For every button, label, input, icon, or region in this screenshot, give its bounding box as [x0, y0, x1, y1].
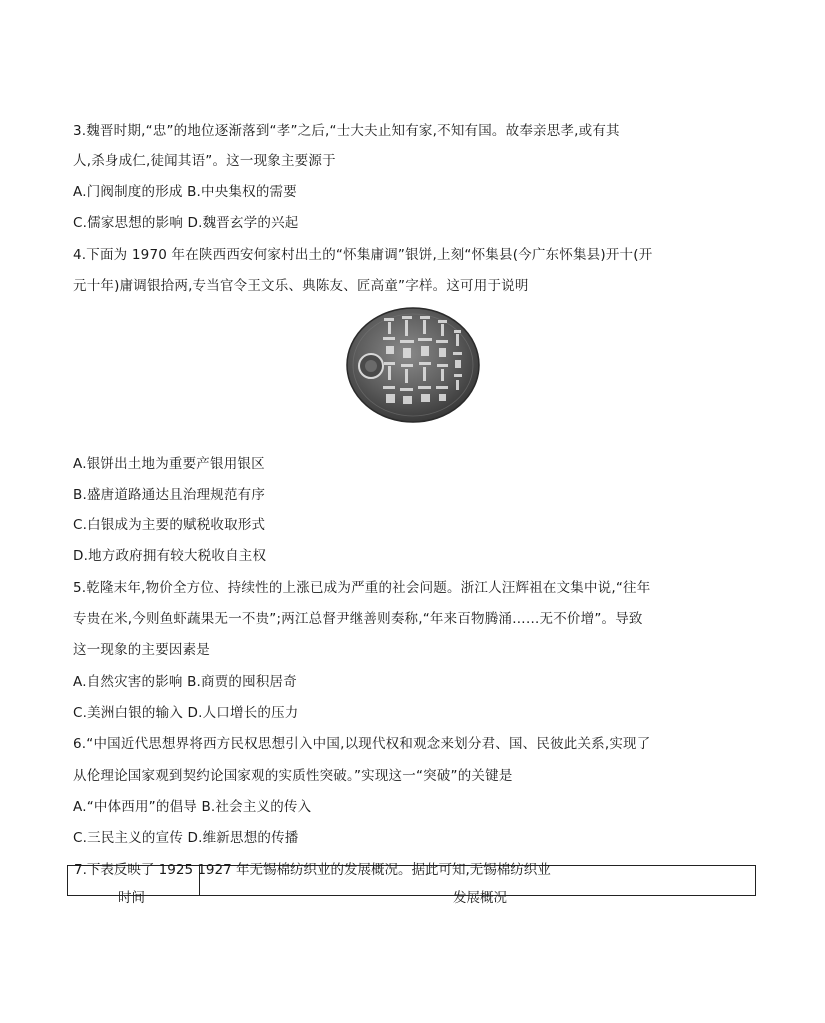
q4-option-a: A.银饼出土地为重要产银用银区 [73, 456, 265, 472]
q4-option-d: D.地方政府拥有较大税收自主权 [73, 548, 267, 564]
q3-stem-line1: 3.魏晋时期,“忠”的地位逐渐落到“孝”之后,“士大夫止知有家,不知有国。故奉亲思孝,或有其 [73, 123, 620, 139]
q3-options-ab: A.门阀制度的形成 B.中央集权的需要 [73, 184, 297, 200]
q5-stem-line3: 这一现象的主要因素是 [73, 642, 210, 658]
q5-options-ab: A.自然灾害的影响 B.商贾的囤积居奇 [73, 674, 297, 690]
q6-options-ab: A.“中体西用”的倡导 B.社会主义的传入 [73, 799, 312, 815]
q4-option-c: C.白银成为主要的赋税收取形式 [73, 517, 266, 533]
q4-stem-line1: 4.下面为 1970 年在陕西西安何家村出土的“怀集庸调”银饼,上刻“怀集县(今广东怀集县)开十(开 [73, 247, 653, 263]
table-header-development: 发展概况 [453, 890, 507, 906]
q5-stem-line2: 专贵在米,今则鱼虾蔬果无一不贵”;两江总督尹继善则奏称,“年来百物腾涌……无不价增”。导致 [73, 611, 643, 627]
q6-stem-line2: 从伦理论国家观到契约论国家观的实质性突破。”实现这一“突破”的关键是 [73, 768, 513, 784]
table-header-time: 时间 [118, 890, 145, 906]
silver-cake-image [344, 306, 482, 424]
q6-options-cd: C.三民主义的宣传 D.维新思想的传播 [73, 830, 299, 846]
q4-stem-line2: 元十年)庸调银拾两,专当官令王文乐、典陈友、匠高童”字样。这可用于说明 [73, 278, 529, 294]
q5-options-cd: C.美洲白银的输入 D.人口增长的压力 [73, 705, 299, 721]
silver-cake-photo [344, 306, 482, 424]
q3-options-cd: C.儒家思想的影响 D.魏晋玄学的兴起 [73, 215, 299, 231]
q6-stem-line1: 6.“中国近代思想界将西方民权思想引入中国,以现代权和观念来划分君、国、民彼此关系,实现了 [73, 736, 651, 752]
q7-stem: 7.下表反映了 1925 1927 年无锡棉纺织业的发展概况。据此可知,无锡棉纺织业 [74, 862, 551, 878]
q3-stem-line2: 人,杀身成仁,徒闻其语”。这一现象主要源于 [73, 153, 336, 169]
q5-stem-line1: 5.乾隆末年,物价全方位、持续性的上涨已成为严重的社会问题。浙江人汪辉祖在文集中说,“往年 [73, 580, 651, 596]
q4-option-b: B.盛唐道路通达且治理规范有序 [73, 487, 266, 503]
q7-table [67, 862, 756, 906]
